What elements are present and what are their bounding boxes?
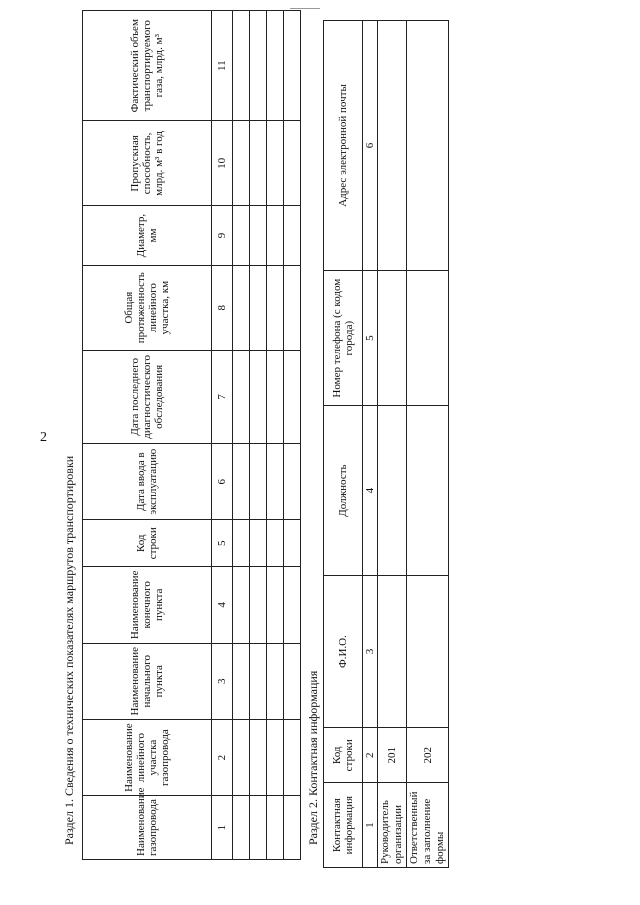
sec2-header-full-name: Ф.И.О. [324,575,363,727]
input-cell[interactable] [250,796,267,860]
input-cell[interactable] [233,350,250,443]
input-cell[interactable] [233,719,250,795]
input-cell[interactable] [233,567,250,643]
scan-mark [290,8,320,9]
input-cell[interactable] [250,567,267,643]
table-row [284,11,301,860]
page-number: 2 [40,430,47,445]
sec1-col-number: 4 [212,567,233,643]
input-cell[interactable] [267,643,284,719]
input-cell[interactable] [284,350,301,443]
section2-table [323,20,449,868]
sec1-header-end-point: Наименование конечного пункта [83,567,212,643]
sec2-header-contact-info: Контактная информация [324,783,363,868]
input-cell[interactable] [284,567,301,643]
input-cell[interactable] [284,265,301,350]
sec1-header-commission-date: Дата ввода в эксплуатацию [83,444,212,520]
row-label-responsible-person: Ответственный за заполнение формы [407,783,449,868]
row-code: 202 [407,728,449,783]
input-cell[interactable] [267,350,284,443]
input-cell[interactable] [284,444,301,520]
input-cell[interactable] [378,270,407,406]
sec1-col-number: 1 [212,796,233,860]
section1-table [82,10,301,860]
input-cell[interactable] [250,643,267,719]
sec1-col-number: 5 [212,520,233,567]
input-cell[interactable] [233,796,250,860]
input-cell[interactable] [233,11,250,121]
input-cell[interactable] [233,643,250,719]
sec1-col-number: 7 [212,350,233,443]
sec2-col-number: 4 [363,406,378,575]
input-cell[interactable] [378,406,407,575]
input-cell[interactable] [250,265,267,350]
sec2-col-number: 6 [363,21,378,271]
input-cell[interactable] [267,265,284,350]
input-cell[interactable] [407,21,449,271]
sec2-col-number: 5 [363,270,378,406]
input-cell[interactable] [250,719,267,795]
input-cell[interactable] [284,206,301,265]
input-cell[interactable] [233,206,250,265]
section1-title: Раздел 1. Сведения о технических показателях маршрутов транспортировки [62,455,76,845]
input-cell[interactable] [407,270,449,406]
input-cell[interactable] [267,719,284,795]
input-cell[interactable] [233,444,250,520]
table-row [250,11,267,860]
input-cell[interactable] [267,11,284,121]
input-cell[interactable] [233,520,250,567]
input-cell[interactable] [233,121,250,206]
input-cell[interactable] [284,643,301,719]
input-cell[interactable] [267,206,284,265]
sec1-col-number: 6 [212,444,233,520]
sec1-header-diameter: Диаметр, мм [83,206,212,265]
input-cell[interactable] [233,265,250,350]
input-cell[interactable] [284,719,301,795]
input-cell[interactable] [250,520,267,567]
sec2-col-number: 1 [363,783,378,868]
input-cell[interactable] [250,11,267,121]
sec1-header-row-code: Код строки [83,520,212,567]
input-cell[interactable] [378,575,407,727]
input-cell[interactable] [250,121,267,206]
sec1-header-capacity: Пропускная способность, млрд. м³ в год [83,121,212,206]
row-code: 201 [378,728,407,783]
sec1-col-number: 11 [212,11,233,121]
sec1-col-number: 3 [212,643,233,719]
sec1-col-number: 2 [212,719,233,795]
sec1-header-start-point: Наименование начального пункта [83,643,212,719]
row-label-head-of-organization: Руководитель организации [378,783,407,868]
input-cell[interactable] [267,444,284,520]
sec2-header-row-code: Код строки [324,728,363,783]
section2-title: Раздел 2. Контактная информация [306,670,320,845]
sec1-header-length: Общая протяженность линейного участка, км [83,265,212,350]
sec1-col-number: 10 [212,121,233,206]
sec2-header-email: Адрес электронной почты [324,21,363,271]
input-cell[interactable] [284,11,301,121]
sec1-header-linear-section: Наименование линейного участка газопровода [83,719,212,795]
input-cell[interactable] [267,520,284,567]
input-cell[interactable] [267,567,284,643]
input-cell[interactable] [250,206,267,265]
sec1-header-gas-pipeline: Наименование газопровода [83,796,212,860]
input-cell[interactable] [407,575,449,727]
input-cell[interactable] [267,121,284,206]
sec1-col-number: 8 [212,265,233,350]
input-cell[interactable] [267,796,284,860]
table-row [407,21,449,868]
input-cell[interactable] [284,796,301,860]
table-row [378,21,407,868]
input-cell[interactable] [378,21,407,271]
sec1-col-number: 9 [212,206,233,265]
sec2-header-position: Должность [324,406,363,575]
table-row [233,11,250,860]
input-cell[interactable] [284,520,301,567]
sec1-header-last-inspection: Дата последнего диагностического обследования [83,350,212,443]
input-cell[interactable] [284,121,301,206]
table-row [267,11,284,860]
sec2-col-number: 2 [363,728,378,783]
input-cell[interactable] [407,406,449,575]
input-cell[interactable] [250,444,267,520]
sec2-header-phone: Номер телефона (с кодом города) [324,270,363,406]
sec2-col-number: 3 [363,575,378,727]
sec1-header-actual-volume: Фактический объем транспортируемого газа, млрд. м³ [83,11,212,121]
input-cell[interactable] [250,350,267,443]
